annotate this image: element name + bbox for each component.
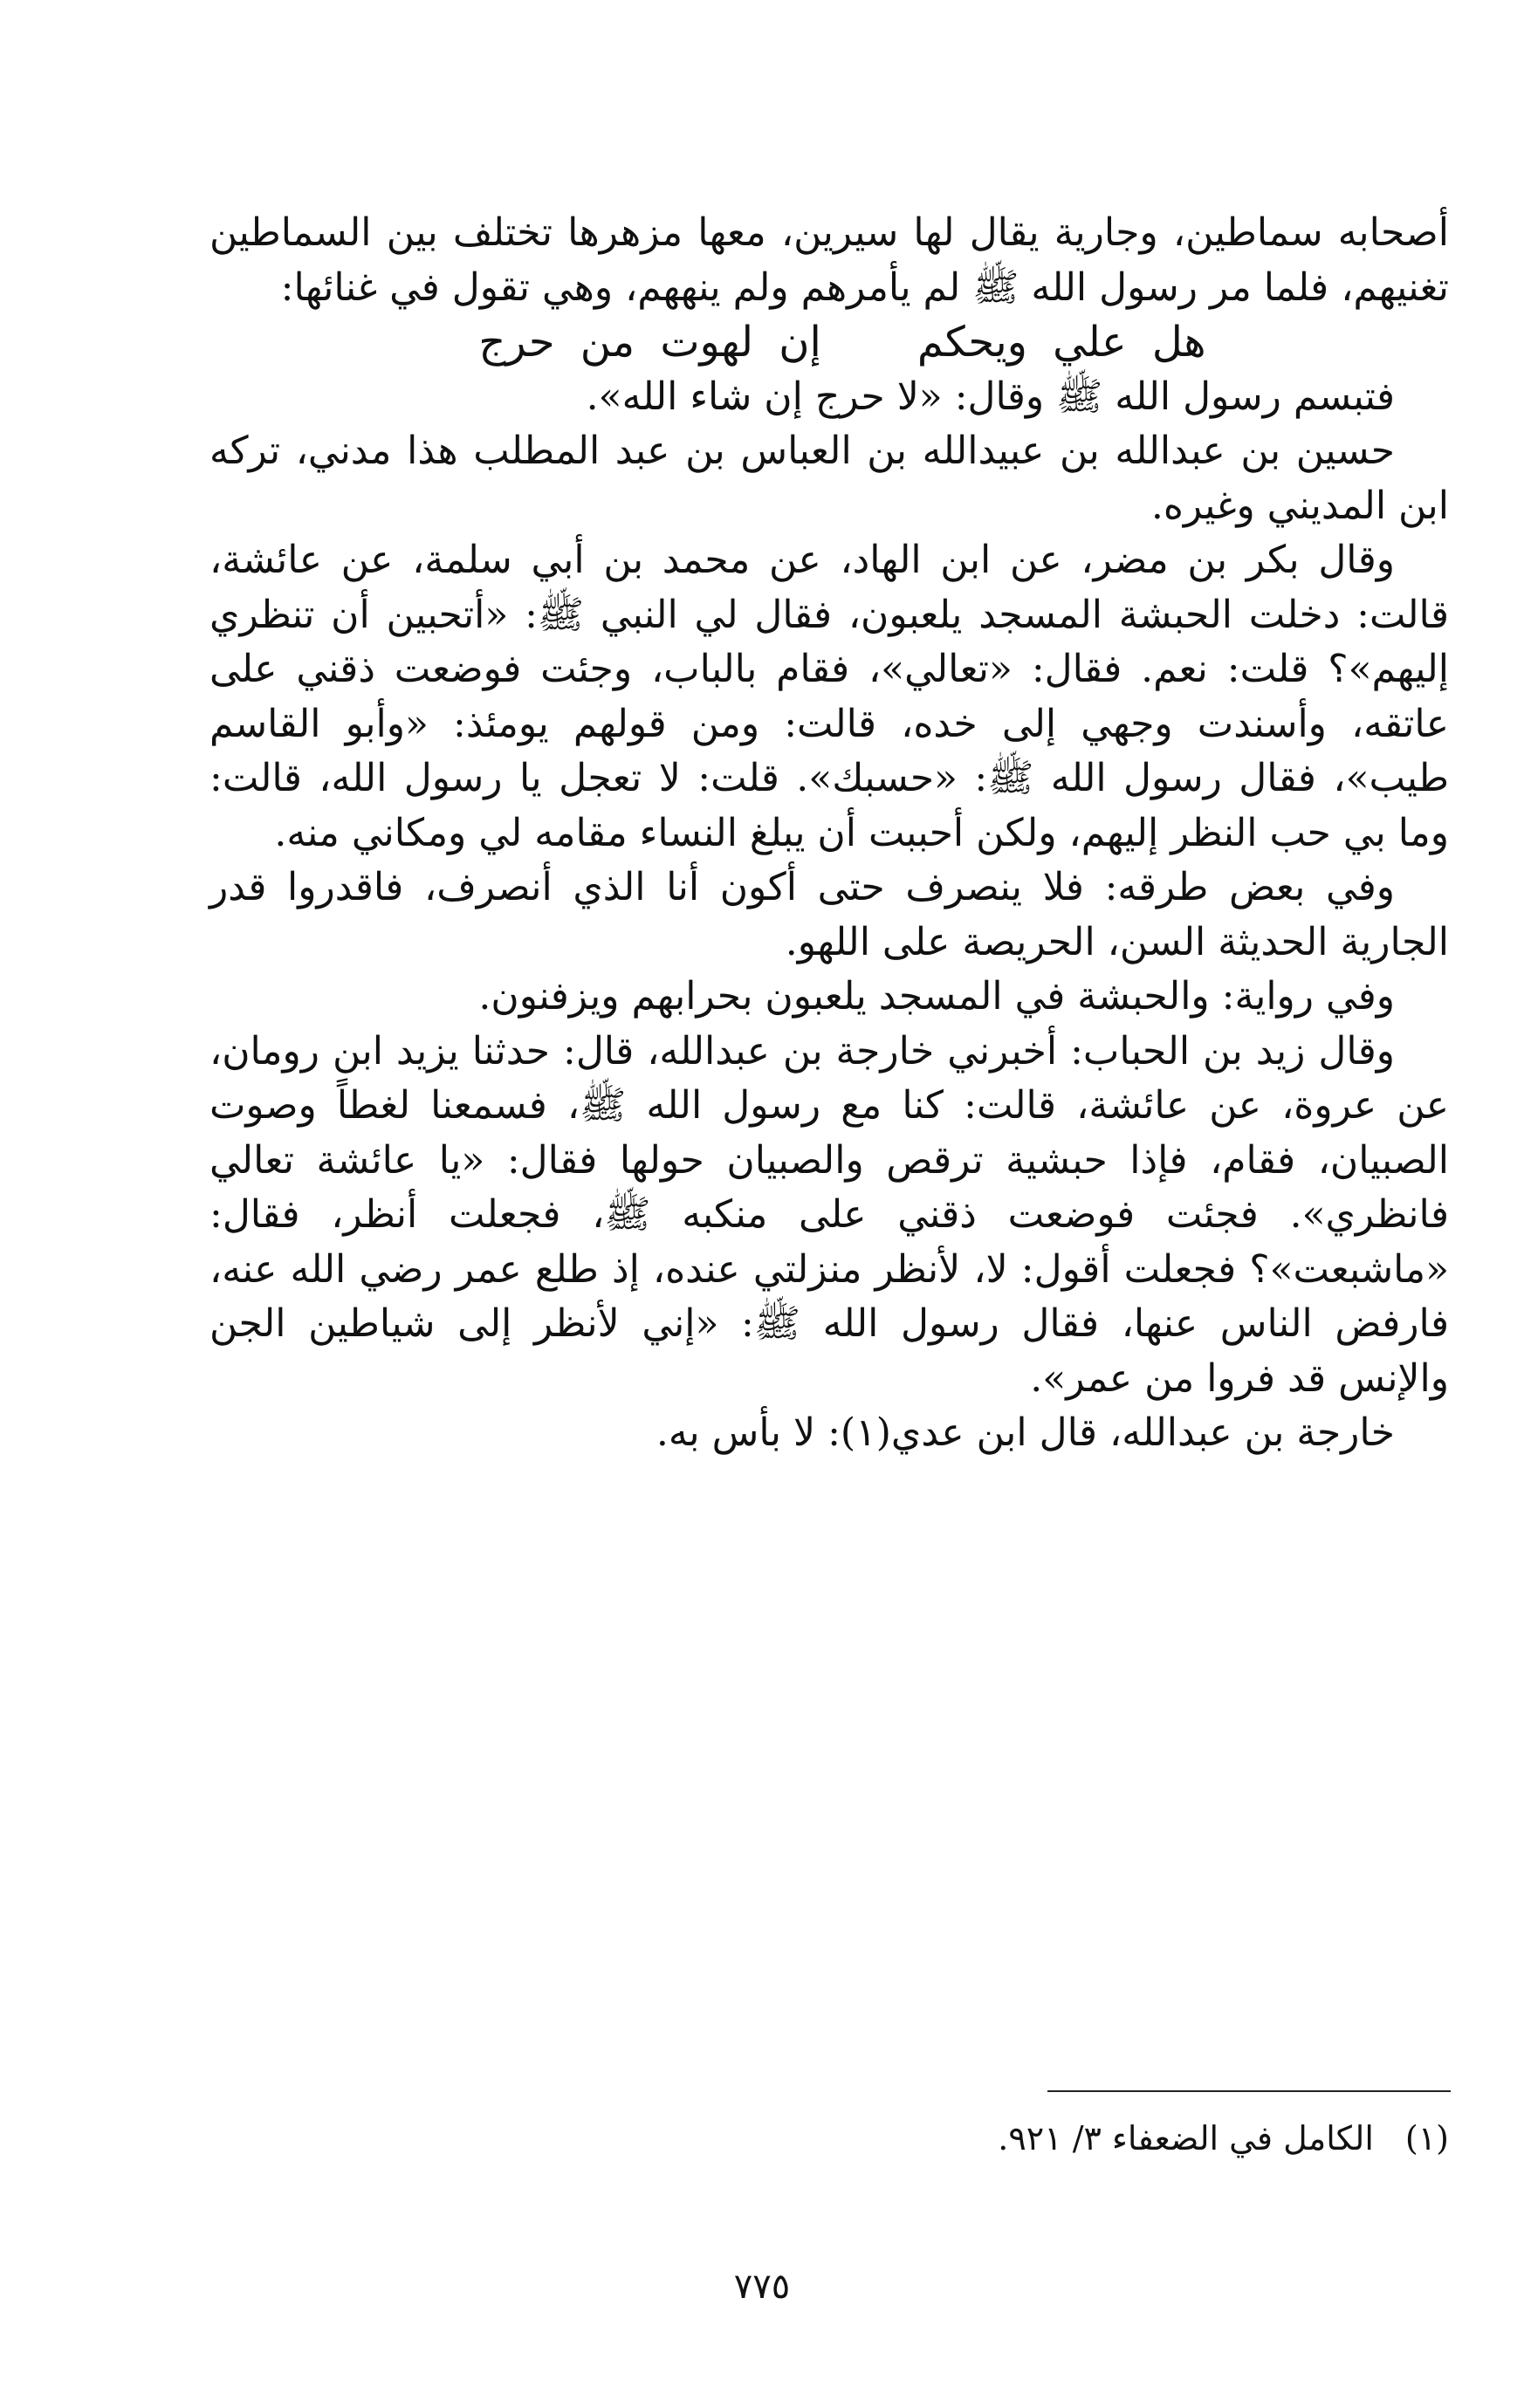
paragraph: خارجة بن عبدالله، قال ابن عدي(١): لا بأس به. xyxy=(656,1410,1395,1455)
paragraph: وفي بعض طرقه: فلا ينصرف حتى أكون أنا الذي أنصرف، فاقدروا قدر الجارية الحديثة السن، الحريصة على اللهو. xyxy=(209,865,1449,964)
footnote-text: الكامل في الضعفاء ٣/ ٩٢١. xyxy=(998,2119,1374,2158)
footnote-number: (١) xyxy=(1404,2119,1449,2158)
paragraph: أصحابه سماطين، وجارية يقال لها سيرين، معها مزهرها تختلف بين السماطين تغنيهم، فلما مر رسول الله ﷺ لم يأمرهم ولم ينههم، وهي تقول في غنائها: xyxy=(209,210,1449,310)
verse-first-hemistich: هل علي ويحكم xyxy=(916,318,1206,367)
paragraph: فتبسم رسول الله ﷺ وقال: «لا حرج إن شاء الله». xyxy=(586,374,1395,419)
page-number: ٧٧٥ xyxy=(733,2267,791,2307)
paragraph: حسين بن عبدالله بن عبيدالله بن العباس بن عبد المطلب هذا مدني، تركه ابن المديني وغيره. xyxy=(209,429,1449,528)
verse-second-hemistich: إن لهوت من حرج xyxy=(478,318,821,367)
footnote-divider xyxy=(1047,2090,1451,2092)
paragraph: وقال بكر بن مضر، عن ابن الهاد، عن محمد بن أبي سلمة، عن عائشة، قالت: دخلت الحبشة المسجد يلعبون، فقال لي النبي ﷺ: «أتحبين أن تنظري إليهم»؟ قلت: نعم. فقال: «تعالي»، فقام بالباب، وجئت فوضعت ذقني على عاتقه، وأسندت وجهي إلى خده، قالت: ومن قولهم يومئذ: «وأبو القاسم طيب»، فقال رسول الله ﷺ: «حسبك». قلت: لا تعجل يا رسول الله، قالت: وما بي حب النظر إليهم، ولكن أحببت أن يبلغ النساء مقامه لي ومكاني منه. xyxy=(209,538,1449,855)
footnote xyxy=(611,2116,1449,2161)
paragraph: وفي رواية: والحبشة في المسجد يلعبون بحرابهم ويزفنون. xyxy=(478,974,1395,1019)
poetry-verse xyxy=(209,315,1449,370)
main-text xyxy=(209,206,1449,1461)
paragraph: وقال زيد بن الحباب: أخبرني خارجة بن عبدالله، قال: حدثنا يزيد ابن رومان، عن عروة، عن عائشة، قالت: كنا مع رسول الله ﷺ، فسمعنا لغطاً وصوت الصبيان، فقام، فإذا حبشية ترقص والصبيان حولها فقال: «يا عائشة تعالي فانظري». فجئت فوضعت ذقني على منكبه ﷺ، فجعلت أنظر، فقال: «ماشبعت»؟ فجعلت أقول: لا، لأنظر منزلتي عنده، إذ طلع عمر رضي الله عنه، فارفض الناس عنها، فقال رسول الله ﷺ: «إني لأنظر إلى شياطين الجن والإنس قد فروا من عمر». xyxy=(209,1028,1449,1401)
